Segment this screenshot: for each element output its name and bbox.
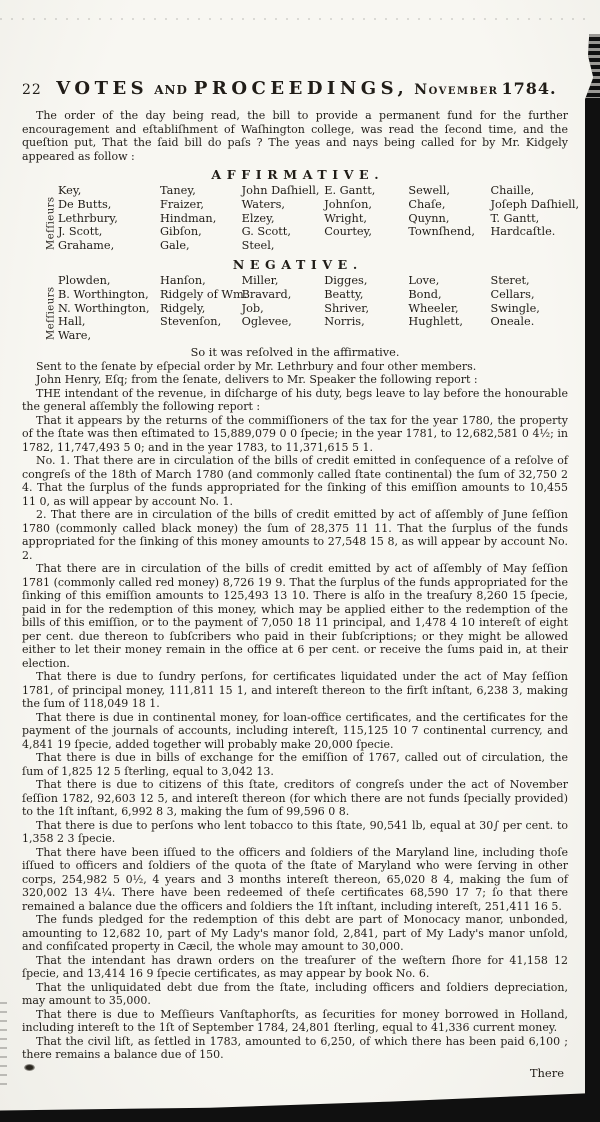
scan-speckles: [0, 1002, 7, 1092]
body-paragraph: Sent to the ſenate by eſpecial order by Mr. Lethrbury and four other members.: [36, 359, 477, 373]
messieurs-label: Meſſieurs: [45, 286, 57, 341]
member-name: Steel,: [241, 239, 275, 253]
member-name: Gibſon,: [160, 225, 202, 239]
member-name: N. Worthington,: [58, 301, 150, 315]
title-word: VOTES: [56, 78, 149, 99]
body-paragraph: 2. That there are in circulation of the bills of credit emitted by act of aſſembly of June ſeſſion 1780 (commonly called black money) the ſum of 28,375 11 11. That the ſurplus of the funds appropriated for the ſinking of this money amounts to 27,548 15 8, as will appear by account No. 2.: [22, 508, 568, 562]
member-name: J. Scott,: [58, 225, 103, 239]
member-name: Norris,: [324, 315, 365, 329]
vote-row: [58, 315, 568, 329]
body-paragraph: The funds pledged for the redemption of this debt are part of Monocacy manor, unbonded, amounting to 12,682 10, part of My Lady's manor ſold, 2,841, part of My Lady's manor unſold, and confiſcated property in Cæcil, the whole may amount to 30,000.: [22, 913, 568, 954]
member-name: E. Gantt,: [324, 184, 376, 197]
vote-row: [58, 184, 568, 198]
member-name: Hanſon,: [160, 273, 206, 287]
title-word: AND: [154, 83, 188, 97]
member-name: De Butts,: [58, 197, 112, 211]
member-name: Chaille,: [490, 184, 535, 197]
vote-row: [58, 197, 580, 212]
member-name: Joſeph Daſhiell,: [490, 197, 580, 211]
member-name: Chaſe,: [408, 197, 446, 211]
body-paragraph: That the intendant has drawn orders on the treaſurer of the weſtern ſhore for 41,158 12 ſpecie, and 13,414 16 9 ſpecie certificates, as may appear by book No. 6.: [22, 953, 568, 981]
member-name: Swingle,: [490, 301, 540, 315]
member-name: John Daſhiell,: [241, 184, 320, 197]
member-name: Waters,: [241, 197, 285, 211]
member-name: Bond,: [408, 287, 442, 301]
member-name: Oglevee,: [241, 315, 292, 329]
member-name: Cellars,: [490, 287, 535, 301]
affirmative-names: [58, 184, 580, 253]
title-word: PROCEEDINGS,: [193, 78, 409, 99]
vote-row: [58, 288, 568, 302]
negative-heading: NEGATIVE.: [232, 256, 363, 272]
member-name: B. Worthington,: [58, 287, 149, 301]
negative-section: [22, 257, 568, 343]
member-name: Ware,: [58, 329, 92, 343]
member-name: Ridgely of Wm.: [160, 287, 248, 301]
member-name: [324, 239, 408, 253]
member-name: Beatty,: [324, 287, 364, 301]
body-paragraph: That there are in circulation of the bills of credit emitted by act of aſſembly of May ſeſſion 1781 (commonly called red money) 8,726 19 9. That the ſurplus of the funds appropriated for the ſinking of this emiſſion amounts to 125,493 13 10. There is alſo in the treaſury 8,260 15 ſpecie, paid in for the redemption of this money, which may be applied either to the redemption of the bills of this emiſſion, or to the payment of 7,050 18 11 principal, and 1,478 4 10 intereſt of eight per cent. due thereon to ſubſcribers who paid in their ſubſcriptions; or they might be allowed either to let their money remain in the office at 6 per cent. or receive the ſums paid in, at their election.: [22, 562, 568, 670]
member-name: Oneale.: [490, 315, 535, 329]
member-name: G. Scott,: [241, 225, 291, 239]
member-name: [408, 239, 490, 253]
body-paragraph: That there have been iſſued to the officers and ſoldiers of the Maryland line, including thoſe iſſued to officers and ſoldiers of the quota of the ſtate of Maryland who were ſerving in other corps, 254,982 5 0½, 4 years and 3 months intereſt thereon, 65,020 8 4, making the ſum of 320,002 13 4¼. There have been redeemed of theſe certificates 68,590 17 7; ſo that there remained a balance due the officers and ſoldiers the 1ſt inſtant, including intereſt, 251,411 16 5.: [22, 845, 568, 913]
body-paragraph: John Henry, Eſq; from the ſenate, delivers to Mr. Speaker the following report :: [36, 373, 478, 387]
member-name: Sewell,: [408, 184, 450, 197]
title-word: 1784.: [501, 79, 557, 98]
intro-paragraph: The order of the day being read, the bill to provide a permanent fund for the further encouragement and eſtabliſhment of Waſhington college, was read the ſecond time, and the queſtion put, That the ſaid bill do paſs ? The yeas and nays being called for by Mr. Kidgely appeared as follow :: [22, 109, 568, 163]
scan-noise: [0, 18, 586, 20]
member-name: Key,: [58, 184, 82, 197]
member-name: Love,: [408, 273, 440, 287]
member-name: Quynn,: [408, 211, 450, 225]
member-name: Johnſon,: [324, 197, 372, 211]
member-name: T. Gantt,: [490, 211, 540, 225]
member-name: [324, 329, 408, 343]
member-name: Grahame,: [58, 239, 115, 253]
member-name: [408, 329, 490, 343]
body-paragraph: THE intendant of the revenue, in diſcharge of his duty, begs leave to lay before the honourable the general aſſembly the following report :: [22, 386, 568, 414]
body-paragraph: That there is due to citizens of this ſtate, creditors of congreſs under the act of November ſeſſion 1782, 92,603 12 5, and intereſt thereon (for which there are not funds ſpecially provided) to the 1ſt inſtant, 6,992 8 3, making the ſum of 99,596 0 8.: [22, 778, 568, 819]
negative-table: [44, 274, 568, 343]
member-name: Stevenſon,: [160, 315, 222, 329]
body-paragraph: That it appears by the returns of the commiſſioners of the tax for the year 1780, the property of the ſtate was then eſtimated to 15,889,079 0 0 ſpecie; in the year 1781, to 12,682,581 0 4½; in 1782, 11,747,493 5 0; and in the year 1783, to 11,371,615 5 1.: [22, 413, 568, 454]
body-paragraph: That there is due to ſundry perſons, for certificates liquidated under the act of May ſeſſion 1781, of principal money, 111,811 15 1, and intereſt thereon to the firſt inſtant, 6,238 3, making the ſum of 118,049 18 1.: [22, 670, 568, 711]
body-paragraph: That there is due to Meſſieurs Vanſtaphorſts, as ſecurities for money borrowed in Holland, including intereſt to the 1ſt of September 1784, 24,801 ſterling, equal to 41,336 current money.: [22, 1007, 568, 1035]
member-name: Fraizer,: [160, 197, 204, 211]
member-name: Taney,: [160, 184, 196, 197]
vote-row: [58, 239, 568, 253]
member-name: Miller,: [241, 273, 279, 287]
page-title: [42, 78, 568, 99]
body-paragraph: That the civil liſt, as ſettled in 1783, amounted to 6,250, of which there has been paid 6,100 ; there remains a balance due of 150.: [22, 1034, 568, 1062]
body-paragraph: That the unliquidated debt due from the ſtate, including officers and ſoldiers depreciation, may amount to 35,000.: [22, 980, 568, 1008]
scan-edge-bottom: [0, 1088, 600, 1122]
member-name: Bravard,: [241, 287, 292, 301]
vote-row: [58, 329, 568, 343]
masthead: [22, 78, 568, 99]
affirmative-table: [44, 184, 580, 253]
member-name: Ridgely,: [160, 301, 206, 315]
body-paragraph: That there is due in continental money, for loan-office certificates, and the certificates for the payment of the journals of accounts, including intereſt, 115,125 10 7 continental currency, and 4,841 19 ſpecie, added together will probably make 20,000 ſpecie.: [22, 710, 568, 751]
vote-row: [58, 225, 568, 239]
body-paragraph: That there is due in bills of exchange for the emiſſion of 1767, called out of circulation, the ſum of 1,825 12 5 ſterling, equal to 3,042 13.: [22, 751, 568, 778]
member-name: [160, 329, 242, 343]
page-content: [22, 78, 580, 1080]
member-name: Townſhend,: [408, 225, 475, 239]
vote-row: [58, 302, 568, 316]
negative-names: [58, 274, 568, 343]
member-name: [490, 329, 568, 343]
catchword: There: [529, 1065, 564, 1080]
affirmative-section: [22, 167, 580, 253]
member-name: Elzey,: [241, 211, 275, 225]
body-paragraph: No. 1. That there are in circulation of the bills of credit emitted in conſequence of a reſolve of congreſs of the 18th of March 1780 (and commonly called ſtate continental) the ſum of 32,750 2 4. That the ſurplus of the funds appropriated for the ſinking of this emiſſion amounts to 10,455 11 0, as will appear by account No. 1.: [22, 454, 568, 508]
title-word: November: [414, 82, 499, 98]
member-name: Courtey,: [324, 225, 373, 239]
member-name: Shriver,: [324, 301, 370, 315]
member-name: [490, 239, 568, 253]
member-name: Plowden,: [58, 273, 111, 287]
body-paragraph: That there is due to perſons who lent tobacco to this ſtate, 90,541 lb, equal at 30∫ per cent. to 1,358 2 3 ſpecie.: [22, 818, 568, 846]
messieurs-label: Meſſieurs: [45, 196, 57, 251]
resolution-line: So it was reſolved in the affirmative.: [190, 345, 400, 359]
vote-row: [58, 212, 568, 226]
member-name: Hardcaſtle.: [490, 225, 556, 239]
page-number: 22: [22, 82, 42, 98]
vote-row: [58, 274, 568, 288]
member-name: Lethrbury,: [58, 211, 118, 225]
member-name: Job,: [241, 301, 264, 315]
member-name: Hall,: [58, 315, 86, 329]
member-name: Wheeler,: [408, 301, 459, 315]
member-name: Digges,: [324, 273, 368, 287]
member-name: [242, 329, 325, 343]
member-name: Wright,: [324, 211, 367, 225]
affirmative-heading: AFFIRMATIVE.: [211, 167, 385, 182]
member-name: Gale,: [160, 239, 190, 253]
member-name: Steret,: [490, 273, 530, 287]
scan-edge-right: [585, 34, 600, 1122]
member-name: Hindman,: [160, 211, 217, 225]
member-name: Hughlett,: [408, 315, 463, 329]
